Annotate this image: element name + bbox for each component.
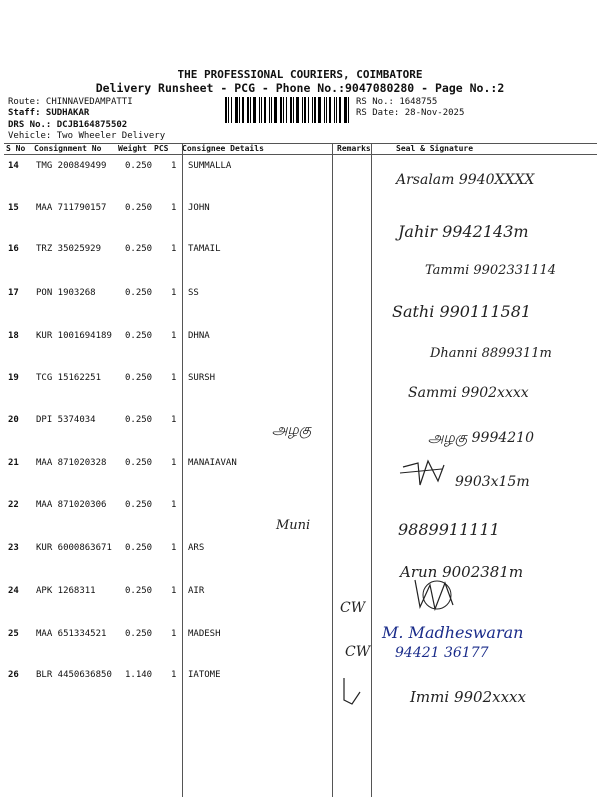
row-pcs: 1 [171, 331, 177, 341]
barcode-bar [269, 97, 270, 123]
row-consignment: TCG 15162251 [36, 373, 102, 383]
signature-row-23: Arun 9002381m [400, 563, 524, 581]
row-sno: 19 [8, 373, 19, 383]
row-pcs: 1 [171, 586, 177, 596]
barcode-bar [339, 97, 341, 123]
barcode-bar [280, 97, 282, 123]
row-weight: 0.250 [125, 244, 153, 254]
barcode-bar [329, 97, 331, 123]
barcode-bar [250, 97, 251, 123]
signature-row-15: Jahir 9942143m [398, 222, 529, 241]
signature-row-14: Arsalam 9940XXXX [396, 172, 535, 188]
signature-row-18: Dhanni 8899311m [430, 346, 552, 361]
barcode-bar [283, 97, 284, 123]
barcode-bar [312, 97, 313, 123]
signature-row-17: Sathi 990111581 [392, 302, 532, 321]
row-sno: 22 [8, 500, 19, 510]
barcode-bar [253, 97, 256, 123]
signature-row-16: Tammi 9902331114 [425, 263, 557, 278]
barcode-bar [348, 97, 349, 123]
col-consignment: Consignment No [34, 144, 102, 153]
row-sno: 25 [8, 629, 19, 639]
row-consignment: KUR 6000863671 [36, 543, 112, 553]
column-divider [371, 143, 372, 797]
barcode-bar [274, 97, 277, 123]
col-consignee: Consignee Details [182, 144, 264, 153]
row-sno: 14 [8, 161, 19, 171]
row-sno: 21 [8, 458, 19, 468]
barcode-bar [261, 97, 262, 123]
row-consignee: JOHN [188, 203, 210, 213]
row-consignee: IATOME [188, 670, 221, 680]
barcode-bar [271, 97, 272, 123]
barcode-bar [318, 97, 321, 123]
row-weight: 0.250 [125, 586, 153, 596]
row-pcs: 1 [171, 500, 177, 510]
barcode-bar [336, 97, 337, 123]
col-sno: S No [6, 144, 26, 153]
company-title: THE PROFESSIONAL COURIERS, COIMBATORE [177, 68, 423, 81]
row-sno: 20 [8, 415, 19, 425]
barcode-bar [314, 97, 316, 123]
barcode-bar [334, 97, 335, 123]
remark-row-22: Muni [276, 518, 311, 533]
row-sno: 24 [8, 586, 19, 596]
row-pcs: 1 [171, 244, 177, 254]
row-pcs: 1 [171, 670, 177, 680]
signature-row-21: 9903x15m [455, 474, 530, 490]
row-sno: 16 [8, 244, 19, 254]
row-weight: 0.250 [125, 415, 153, 425]
barcode-bar [264, 97, 266, 123]
row-weight: 0.250 [125, 458, 153, 468]
signature-scribble-icon [405, 575, 465, 615]
barcode-bar [308, 97, 309, 123]
row-consignment: MAA 651334521 [36, 629, 107, 639]
barcode-bar [324, 97, 325, 123]
signature-row-25-phone: 94421 36177 [395, 645, 489, 661]
remark-row-25: CW [345, 644, 371, 660]
row-sno: 23 [8, 543, 19, 553]
col-pcs: PCS [154, 144, 169, 153]
row-pcs: 1 [171, 203, 177, 213]
row-consignment: DPI 5374034 [36, 415, 96, 425]
barcode-bar [302, 97, 303, 123]
rs-date: RS Date: 28-Nov-2025 [356, 108, 465, 118]
row-consignment: MAA 711790157 [36, 203, 107, 213]
signature-row-26: Immi 9902xxxx [410, 688, 526, 706]
row-consignment: TMG 200849499 [36, 161, 107, 171]
row-sno: 15 [8, 203, 19, 213]
row-pcs: 1 [171, 415, 177, 425]
row-pcs: 1 [171, 161, 177, 171]
row-weight: 0.250 [125, 543, 153, 553]
row-consignee: AIR [188, 586, 205, 596]
row-pcs: 1 [171, 373, 177, 383]
signature-scribble-icon [398, 455, 448, 495]
row-consignee: SS [188, 288, 199, 298]
barcode-bar [247, 97, 249, 123]
row-sno: 17 [8, 288, 19, 298]
barcode-bar [290, 97, 292, 123]
barcode-bar [225, 97, 227, 123]
signature-row-20: அழகு 9994210 [428, 430, 534, 446]
row-weight: 0.250 [125, 161, 153, 171]
barcode-bar [235, 97, 238, 123]
row-consignee: MADESH [188, 629, 221, 639]
barcode-bar [296, 97, 299, 123]
col-remarks: Remarks [337, 144, 371, 153]
row-consignee: ARS [188, 543, 205, 553]
staff-label: Staff: SUDHAKAR [8, 108, 90, 118]
column-divider [332, 143, 333, 797]
row-consignee: SUMMALLA [188, 161, 232, 171]
row-weight: 1.140 [125, 670, 153, 680]
barcode-bar [286, 97, 287, 123]
row-consignee: TAMAIL [188, 244, 221, 254]
row-pcs: 1 [171, 288, 177, 298]
row-pcs: 1 [171, 629, 177, 639]
row-weight: 0.250 [125, 288, 153, 298]
checkmark-icon [338, 670, 368, 710]
col-seal-signature: Seal & Signature [396, 144, 474, 153]
row-consignment: MAA 871020328 [36, 458, 107, 468]
barcode-bar [231, 97, 232, 123]
col-weight: Weight [118, 144, 147, 153]
rs-number: RS No.: 1648755 [356, 97, 438, 107]
row-consignee: DHNA [188, 331, 210, 341]
barcode-bar [239, 97, 240, 123]
row-weight: 0.250 [125, 629, 153, 639]
signature-row-19: Sammi 9902xxxx [408, 385, 529, 401]
runsheet-subtitle: Delivery Runsheet - PCG - Phone No.:9047080280 - Page No.:2 [95, 81, 505, 95]
vehicle-label: Vehicle: Two Wheeler Delivery [8, 131, 166, 141]
row-sno: 26 [8, 670, 19, 680]
barcode-bar [259, 97, 260, 123]
barcode-bar [242, 97, 244, 123]
row-consignee: MANAIAVAN [188, 458, 237, 468]
barcode-bar [344, 97, 347, 123]
row-pcs: 1 [171, 458, 177, 468]
signature-row-25-name: M. Madheswaran [382, 623, 524, 642]
row-weight: 0.250 [125, 373, 153, 383]
row-sno: 18 [8, 331, 19, 341]
row-consignment: APK 1268311 [36, 586, 96, 596]
barcode-bar [293, 97, 294, 123]
row-consignment: TRZ 35025929 [36, 244, 102, 254]
barcode-bar [228, 97, 229, 123]
remark-row-20: அழகு [272, 422, 312, 438]
barcode-bar [304, 97, 306, 123]
table-header-rule [4, 154, 597, 155]
row-weight: 0.250 [125, 203, 153, 213]
remark-row-24: CW [340, 600, 366, 616]
signature-row-22: 9889911111 [398, 520, 500, 539]
row-weight: 0.250 [125, 500, 153, 510]
row-consignment: KUR 1001694189 [36, 331, 112, 341]
route-label: Route: CHINNAVEDAMPATTI [8, 97, 133, 107]
row-consignment: MAA 871020306 [36, 500, 107, 510]
row-consignee: SURSH [188, 373, 216, 383]
drs-number: DRS No.: DCJB164875502 [8, 120, 128, 130]
row-weight: 0.250 [125, 331, 153, 341]
row-consignment: BLR 4450636850 [36, 670, 112, 680]
barcode [225, 97, 353, 123]
barcode-bar [326, 97, 327, 123]
column-divider [182, 143, 183, 797]
row-pcs: 1 [171, 543, 177, 553]
row-consignment: PON 1903268 [36, 288, 96, 298]
